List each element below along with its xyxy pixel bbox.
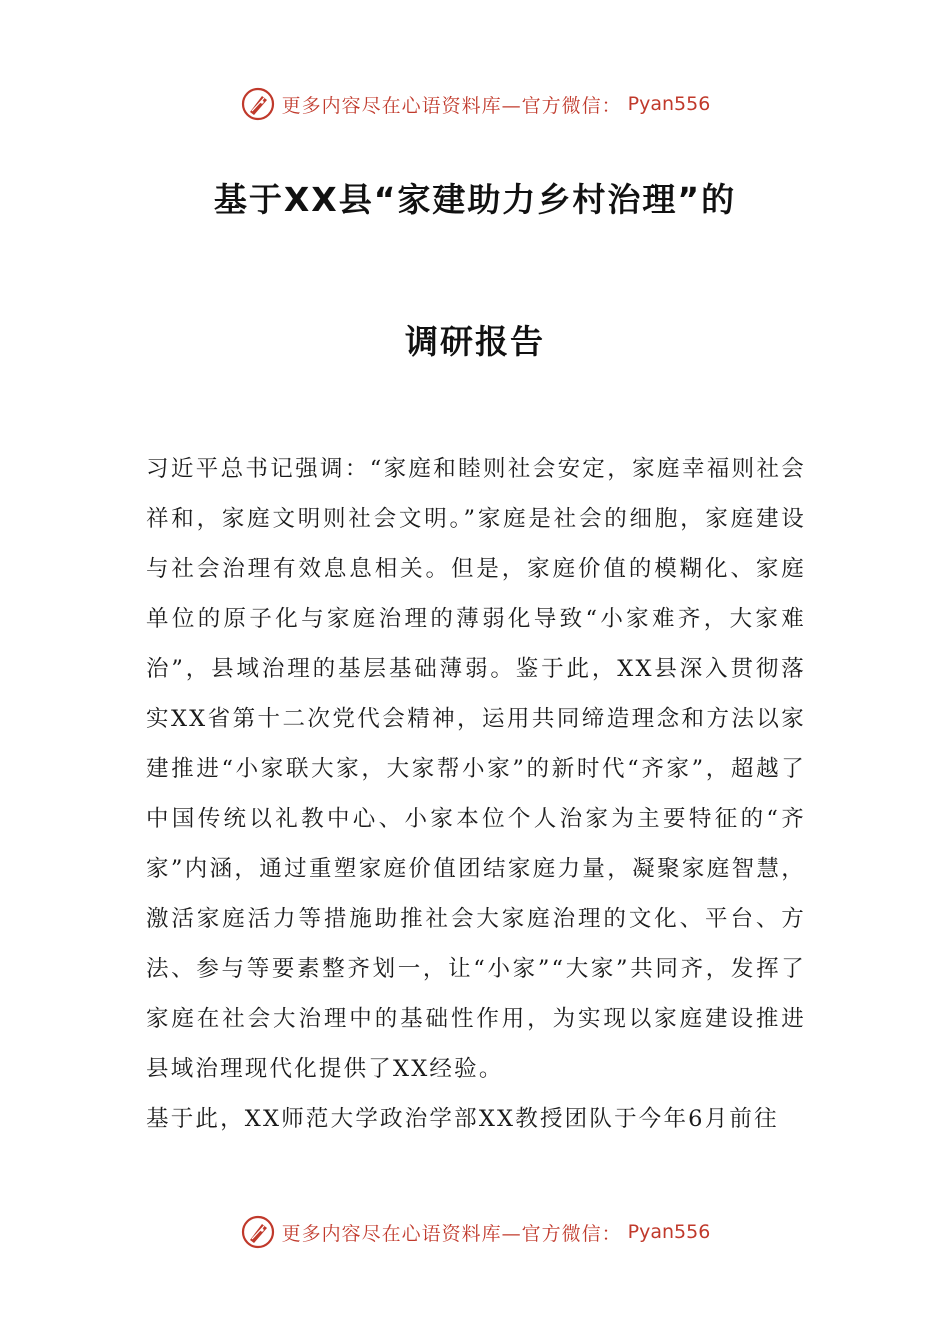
body-paragraph-2: 基于此，XX师范大学政治学部XX教授团队于今年6月前往	[146, 1106, 779, 1132]
banner-wechat-id: Pyan556	[627, 1221, 711, 1243]
banner-text: 更多内容尽在心语资料库—官方微信：	[281, 94, 622, 117]
header-watermark-banner	[0, 82, 950, 126]
banner-content	[240, 86, 711, 122]
banner-wechat-id: Pyan556	[627, 93, 711, 115]
banner-text: 更多内容尽在心语资料库—官方微信：	[281, 1222, 622, 1245]
pen-nib-logo-icon	[240, 86, 276, 122]
document-title-line-1: 基于XX县“家建助力乡村治理”的	[213, 180, 737, 219]
document-title-line-2: 调研报告	[405, 322, 545, 361]
body-paragraph-1: 习近平总书记强调：“家庭和睦则社会安定，家庭幸福则社会祥和，家庭文明则社会文明。”家庭是社会的细胞，家庭建设与社会治理有效息息相关。但是，家庭价值的模糊化、家庭单位的原子化与家庭治理的薄弱化导致“小家难齐，大家难治”，县域治理的基层基础薄弱。鉴于此，XX县深入贯彻落实XX省第十二次党代会精神，运用共同缔造理念和方法以家建推进“小家联大家，大家帮小家”的新时代“齐家”，超越了中国传统以礼教中心、小家本位个人治家为主要特征的“齐家”内涵，通过重塑家庭价值团结家庭力量，凝聚家庭智慧，激活家庭活力等措施助推社会大家庭治理的文化、平台、方法、参与等要素整齐划一，让“小家”“大家”共同齐，发挥了家庭在社会大治理中的基础性作用，为实现以家庭建设推进县域治理现代化提供了XX经验。	[146, 456, 806, 1082]
footer-watermark-banner	[0, 1210, 950, 1254]
pen-nib-logo-icon	[240, 1214, 276, 1250]
banner-content	[240, 1214, 711, 1250]
document-body	[146, 444, 806, 1144]
